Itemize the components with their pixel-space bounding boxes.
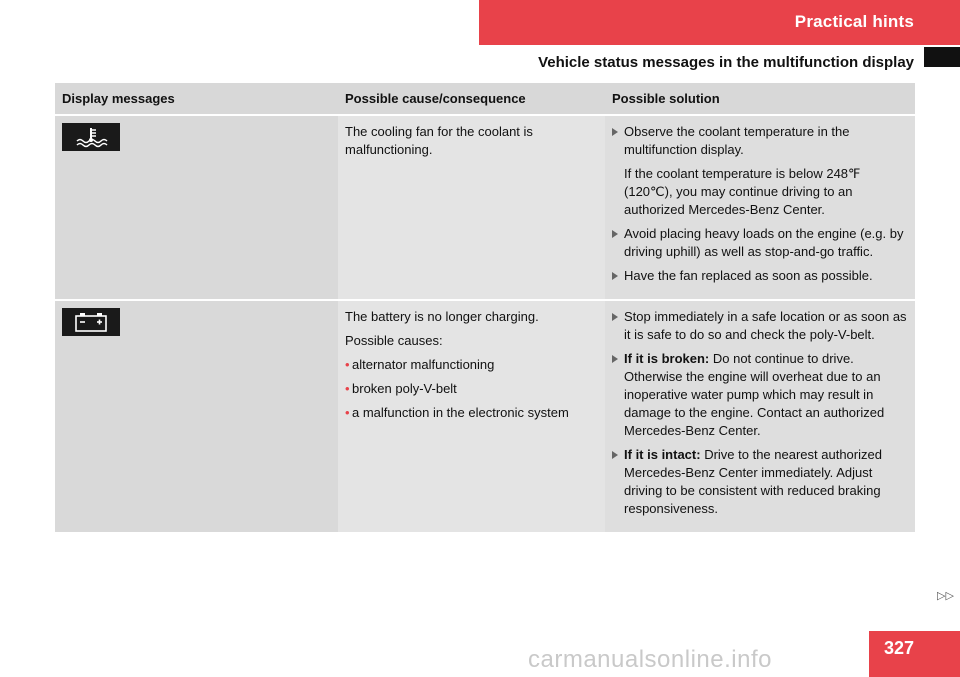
battery-icon: [62, 308, 120, 336]
coolant-temperature-icon: [62, 123, 120, 151]
solution-step: Stop immediately in a safe location or as soon as it is safe to do so and check the poly-V-belt.: [612, 308, 909, 344]
table-row: [55, 115, 915, 300]
solution-step: Observe the coolant temperature in the multifunction display. If the coolant temperature is below 248℉ (120℃), you may continue driving to an authorized Mercedes-Benz Center.: [612, 123, 909, 219]
watermark: carmanualsonline.info: [528, 646, 772, 673]
cause-cell: [338, 115, 605, 300]
solution-cell: [605, 300, 915, 532]
table-row: [55, 300, 915, 532]
section-header-bar: [479, 0, 960, 45]
solution-step: If it is intact: Drive to the nearest authorized Mercedes-Benz Center immediately. Adjust driving to be consistent with reduced braking responsiveness.: [612, 446, 909, 518]
cause-cell: [338, 300, 605, 532]
table-header-row: [55, 83, 915, 115]
display-icon-cell: [55, 300, 184, 532]
solution-step: Have the fan replaced as soon as possible.: [612, 267, 909, 285]
arrow-icon: [612, 128, 618, 136]
page-number-box: [869, 631, 960, 677]
cause-text: The cooling fan for the coolant is malfunctioning.: [345, 124, 533, 157]
cause-text: The battery is no longer charging.: [345, 309, 539, 324]
status-messages-table: [55, 83, 915, 532]
page-subtitle: Vehicle status messages in the multifunction display: [538, 54, 914, 71]
arrow-icon: [612, 355, 618, 363]
solution-cell: [605, 115, 915, 300]
display-icon-cell: [55, 115, 184, 300]
header-accent-block: [924, 47, 960, 67]
cause-text: Possible causes:: [345, 333, 443, 348]
column-header-cause: Possible cause/consequence: [338, 83, 605, 115]
list-item: • broken poly-V-belt: [345, 380, 599, 398]
cause-list: [345, 356, 599, 422]
display-blank-cell: [184, 115, 338, 300]
arrow-icon: [612, 313, 618, 321]
solution-step: If it is broken: Do not continue to drive. Otherwise the engine will overheat due to an inoperative water pump which may result in damage to the engine. Contact an authorized Mercedes-Benz Center.: [612, 350, 909, 440]
solution-step: Avoid placing heavy loads on the engine (e.g. by driving uphill) as well as stop-and-go traffic.: [612, 225, 909, 261]
continued-marker: ▷▷: [937, 590, 954, 602]
arrow-icon: [612, 272, 618, 280]
list-item: • a malfunction in the electronic system: [345, 404, 599, 422]
column-header-solution: Possible solution: [605, 83, 915, 115]
solution-note: If the coolant temperature is below 248℉ (120℃), you may continue driving to an authorized Mercedes-Benz Center.: [624, 166, 861, 217]
page-number: 327: [883, 638, 914, 658]
list-item: • alternator malfunctioning: [345, 356, 599, 374]
display-blank-cell: [184, 300, 338, 532]
column-header-display: Display messages: [55, 83, 338, 115]
arrow-icon: [612, 230, 618, 238]
arrow-icon: [612, 451, 618, 459]
section-title: Practical hints: [794, 12, 914, 31]
